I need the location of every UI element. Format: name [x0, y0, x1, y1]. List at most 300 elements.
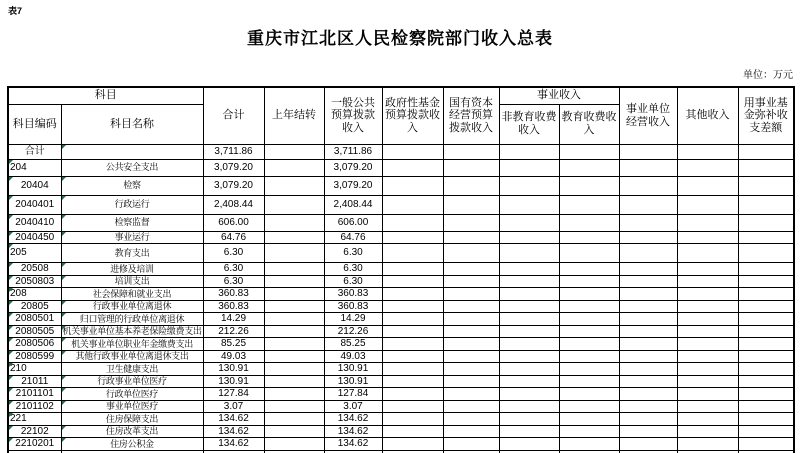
cell-non-edu-fee [499, 195, 559, 214]
cell-general-budget: 3,711.86 [324, 144, 382, 159]
cell-fund-balance [738, 363, 794, 376]
cell-carryover [264, 400, 324, 413]
cell-name: 培训支出 [61, 275, 203, 288]
cell-operating [619, 288, 677, 301]
cell-name: 检察 [61, 176, 203, 195]
cell-general-budget: 134.62 [324, 438, 382, 451]
cell-general-budget: 6.30 [324, 275, 382, 288]
cell-operating [619, 195, 677, 214]
cell-name [61, 144, 203, 159]
cell-gov-fund [382, 144, 443, 159]
cell-gov-fund [382, 214, 443, 231]
cell-other [677, 400, 738, 413]
cell-general-budget: 6.30 [324, 263, 382, 276]
cell-edu-fee [559, 275, 619, 288]
table-row [8, 413, 794, 426]
cell-code: 2080501 [8, 313, 61, 326]
cell-operating [619, 338, 677, 351]
cell-state-capital [443, 313, 499, 326]
cell-non-edu-fee [499, 363, 559, 376]
cell-total: 6.30 [203, 275, 264, 288]
cell-other [677, 438, 738, 451]
cell-edu-fee [559, 263, 619, 276]
cell-other [677, 275, 738, 288]
cell-name: 事业单位医疗 [61, 400, 203, 413]
cell-name: 住房保障支出 [61, 413, 203, 426]
cell-name: 社会保障和就业支出 [61, 288, 203, 301]
cell-fund-balance [738, 263, 794, 276]
cell-non-edu-fee [499, 313, 559, 326]
cell-total: 3,079.20 [203, 159, 264, 176]
table-row [8, 275, 794, 288]
cell-operating [619, 231, 677, 244]
cell-general-budget: 127.84 [324, 388, 382, 401]
table-row [8, 214, 794, 231]
header-subject-code: 科目编码 [8, 104, 61, 144]
cell-name: 行政运行 [61, 195, 203, 214]
cell-name: 卫生健康支出 [61, 363, 203, 376]
cell-gov-fund [382, 244, 443, 263]
cell-state-capital [443, 263, 499, 276]
cell-code: 2040401 [8, 195, 61, 214]
cell-general-budget: 360.83 [324, 288, 382, 301]
cell-general-budget: 134.62 [324, 413, 382, 426]
cell-non-edu-fee [499, 214, 559, 231]
cell-code: 2040410 [8, 214, 61, 231]
cell-fund-balance [738, 300, 794, 313]
cell-name: 进修及培训 [61, 263, 203, 276]
cell-carryover [264, 325, 324, 338]
cell-non-edu-fee [499, 288, 559, 301]
cell-edu-fee [559, 413, 619, 426]
cell-other [677, 363, 738, 376]
page-title: 重庆市江北区人民检察院部门收入总表 [247, 29, 553, 48]
cell-operating [619, 375, 677, 388]
cell-code: 221 [8, 413, 61, 426]
cell-total: 130.91 [203, 363, 264, 376]
cell-code: 204 [8, 159, 61, 176]
cell-state-capital [443, 159, 499, 176]
cell-other [677, 375, 738, 388]
cell-gov-fund [382, 275, 443, 288]
table-row [8, 288, 794, 301]
cell-code: 20404 [8, 176, 61, 195]
cell-operating [619, 425, 677, 438]
cell-total: 360.83 [203, 288, 264, 301]
cell-carryover [264, 214, 324, 231]
cell-operating [619, 214, 677, 231]
cell-state-capital [443, 300, 499, 313]
cell-code: 合计 [8, 144, 61, 159]
cell-other [677, 300, 738, 313]
cell-total: 127.84 [203, 388, 264, 401]
cell-code: 2210201 [8, 438, 61, 451]
cell-non-edu-fee [499, 338, 559, 351]
cell-name: 教育支出 [61, 244, 203, 263]
cell-gov-fund [382, 413, 443, 426]
cell-operating [619, 388, 677, 401]
cell-carryover [264, 350, 324, 363]
cell-code: 208 [8, 288, 61, 301]
table-row [8, 263, 794, 276]
cell-fund-balance [738, 288, 794, 301]
cell-edu-fee [559, 144, 619, 159]
cell-code: 2040450 [8, 231, 61, 244]
table-row [8, 244, 794, 263]
cell-non-edu-fee [499, 388, 559, 401]
cell-state-capital [443, 144, 499, 159]
header-education-fee-income: 教育收费收入 [559, 104, 619, 144]
cell-code: 210 [8, 363, 61, 376]
cell-operating [619, 176, 677, 195]
cell-code: 2080505 [8, 325, 61, 338]
cell-carryover [264, 425, 324, 438]
cell-carryover [264, 288, 324, 301]
table-row [8, 400, 794, 413]
cell-carryover [264, 231, 324, 244]
header-subject-name: 科目名称 [61, 104, 203, 144]
cell-fund-balance [738, 144, 794, 159]
cell-fund-balance [738, 176, 794, 195]
cell-code: 22102 [8, 425, 61, 438]
header-gov-fund-budget-income: 政府性基金预算拨款收入 [382, 87, 443, 144]
header-total: 合计 [203, 87, 264, 144]
header-general-public-budget-income: 一般公共预算拨款收入 [324, 87, 382, 144]
cell-state-capital [443, 375, 499, 388]
cell-other [677, 325, 738, 338]
cell-carryover [264, 263, 324, 276]
cell-state-capital [443, 338, 499, 351]
income-summary-table [7, 86, 795, 453]
cell-total: 6.30 [203, 263, 264, 276]
cell-total: 3,711.86 [203, 144, 264, 159]
cell-edu-fee [559, 363, 619, 376]
cell-general-budget: 130.91 [324, 363, 382, 376]
cell-name: 事业运行 [61, 231, 203, 244]
cell-other [677, 176, 738, 195]
cell-carryover [264, 375, 324, 388]
cell-edu-fee [559, 195, 619, 214]
cell-total: 134.62 [203, 425, 264, 438]
cell-code: 2101101 [8, 388, 61, 401]
cell-non-edu-fee [499, 300, 559, 313]
cell-gov-fund [382, 195, 443, 214]
cell-gov-fund [382, 375, 443, 388]
header-non-education-fee-income: 非教育收费收入 [499, 104, 559, 144]
cell-other [677, 338, 738, 351]
cell-edu-fee [559, 214, 619, 231]
header-subject: 科目 [8, 87, 203, 104]
cell-name: 归口管理的行政单位离退休 [61, 313, 203, 326]
cell-carryover [264, 144, 324, 159]
cell-name: 行政单位医疗 [61, 388, 203, 401]
table-row [8, 176, 794, 195]
cell-carryover [264, 363, 324, 376]
cell-code: 2080599 [8, 350, 61, 363]
cell-state-capital [443, 363, 499, 376]
table-row [8, 313, 794, 326]
cell-other [677, 159, 738, 176]
cell-gov-fund [382, 300, 443, 313]
cell-general-budget: 3.07 [324, 400, 382, 413]
cell-state-capital [443, 275, 499, 288]
cell-edu-fee [559, 338, 619, 351]
cell-operating [619, 300, 677, 313]
cell-other [677, 244, 738, 263]
table-row [8, 425, 794, 438]
cell-carryover [264, 300, 324, 313]
cell-carryover [264, 244, 324, 263]
cell-general-budget: 14.29 [324, 313, 382, 326]
cell-general-budget: 360.83 [324, 300, 382, 313]
cell-edu-fee [559, 244, 619, 263]
cell-carryover [264, 275, 324, 288]
cell-fund-balance [738, 214, 794, 231]
cell-total: 3.07 [203, 400, 264, 413]
unit-note: 单位：万元 [743, 70, 793, 81]
cell-gov-fund [382, 313, 443, 326]
cell-general-budget: 606.00 [324, 214, 382, 231]
cell-non-edu-fee [499, 159, 559, 176]
cell-non-edu-fee [499, 231, 559, 244]
cell-other [677, 388, 738, 401]
cell-non-edu-fee [499, 176, 559, 195]
cell-edu-fee [559, 425, 619, 438]
cell-state-capital [443, 350, 499, 363]
cell-state-capital [443, 214, 499, 231]
cell-other [677, 263, 738, 276]
cell-carryover [264, 438, 324, 451]
cell-name: 机关事业单位职业年金缴费支出 [61, 338, 203, 351]
cell-carryover [264, 195, 324, 214]
cell-operating [619, 350, 677, 363]
cell-general-budget: 64.76 [324, 231, 382, 244]
cell-state-capital [443, 388, 499, 401]
cell-state-capital [443, 325, 499, 338]
cell-name: 住房公积金 [61, 438, 203, 451]
cell-code: 2101102 [8, 400, 61, 413]
cell-state-capital [443, 413, 499, 426]
cell-general-budget: 49.03 [324, 350, 382, 363]
cell-gov-fund [382, 231, 443, 244]
header-fund-offset-balance: 用事业基金弥补收支差额 [738, 87, 794, 144]
cell-other [677, 350, 738, 363]
table-row [8, 159, 794, 176]
cell-edu-fee [559, 300, 619, 313]
cell-non-edu-fee [499, 350, 559, 363]
cell-state-capital [443, 425, 499, 438]
cell-state-capital [443, 231, 499, 244]
cell-fund-balance [738, 275, 794, 288]
cell-gov-fund [382, 338, 443, 351]
header-business-income: 事业收入 [499, 87, 619, 104]
cell-fund-balance [738, 313, 794, 326]
cell-gov-fund [382, 388, 443, 401]
table-row [8, 144, 794, 159]
cell-gov-fund [382, 400, 443, 413]
cell-edu-fee [559, 288, 619, 301]
cell-other [677, 313, 738, 326]
table-row [8, 438, 794, 451]
table-row [8, 195, 794, 214]
cell-state-capital [443, 438, 499, 451]
cell-operating [619, 244, 677, 263]
cell-general-budget: 134.62 [324, 425, 382, 438]
cell-total: 134.62 [203, 438, 264, 451]
cell-edu-fee [559, 438, 619, 451]
cell-fund-balance [738, 388, 794, 401]
cell-non-edu-fee [499, 144, 559, 159]
cell-edu-fee [559, 159, 619, 176]
cell-edu-fee [559, 313, 619, 326]
cell-state-capital [443, 288, 499, 301]
cell-code: 20508 [8, 263, 61, 276]
cell-gov-fund [382, 350, 443, 363]
cell-non-edu-fee [499, 325, 559, 338]
table-row [8, 231, 794, 244]
table-row [8, 388, 794, 401]
cell-name: 公共安全支出 [61, 159, 203, 176]
cell-carryover [264, 388, 324, 401]
cell-edu-fee [559, 325, 619, 338]
cell-edu-fee [559, 400, 619, 413]
cell-edu-fee [559, 176, 619, 195]
cell-general-budget: 2,408.44 [324, 195, 382, 214]
cell-operating [619, 313, 677, 326]
cell-total: 134.62 [203, 413, 264, 426]
cell-operating [619, 438, 677, 451]
cell-fund-balance [738, 413, 794, 426]
cell-edu-fee [559, 375, 619, 388]
header-prior-year-carryover: 上年结转 [264, 87, 324, 144]
cell-total: 14.29 [203, 313, 264, 326]
cell-operating [619, 363, 677, 376]
header-business-unit-operating-income: 事业单位经营收入 [619, 87, 677, 144]
cell-total: 606.00 [203, 214, 264, 231]
cell-name: 行政事业单位医疗 [61, 375, 203, 388]
cell-state-capital [443, 195, 499, 214]
cell-code: 205 [8, 244, 61, 263]
cell-fund-balance [738, 350, 794, 363]
cell-fund-balance [738, 325, 794, 338]
cell-gov-fund [382, 263, 443, 276]
cell-total: 85.25 [203, 338, 264, 351]
cell-non-edu-fee [499, 425, 559, 438]
cell-fund-balance [738, 195, 794, 214]
cell-operating [619, 413, 677, 426]
cell-non-edu-fee [499, 263, 559, 276]
cell-edu-fee [559, 231, 619, 244]
cell-other [677, 425, 738, 438]
cell-fund-balance [738, 425, 794, 438]
table-row [8, 300, 794, 313]
cell-fund-balance [738, 231, 794, 244]
cell-gov-fund [382, 159, 443, 176]
table-row [8, 375, 794, 388]
cell-gov-fund [382, 425, 443, 438]
cell-operating [619, 325, 677, 338]
cell-total: 49.03 [203, 350, 264, 363]
cell-operating [619, 144, 677, 159]
cell-total: 2,408.44 [203, 195, 264, 214]
cell-general-budget: 212.26 [324, 325, 382, 338]
cell-edu-fee [559, 350, 619, 363]
cell-total: 3,079.20 [203, 176, 264, 195]
cell-operating [619, 400, 677, 413]
cell-total: 360.83 [203, 300, 264, 313]
cell-carryover [264, 338, 324, 351]
cell-other [677, 195, 738, 214]
cell-code: 2050803 [8, 275, 61, 288]
cell-state-capital [443, 244, 499, 263]
cell-gov-fund [382, 325, 443, 338]
cell-code: 20805 [8, 300, 61, 313]
header-state-capital-budget-income: 国有资本经营预算拨款收入 [443, 87, 499, 144]
cell-other [677, 144, 738, 159]
cell-general-budget: 3,079.20 [324, 176, 382, 195]
cell-state-capital [443, 176, 499, 195]
cell-other [677, 214, 738, 231]
cell-non-edu-fee [499, 275, 559, 288]
cell-operating [619, 159, 677, 176]
cell-non-edu-fee [499, 375, 559, 388]
cell-carryover [264, 413, 324, 426]
cell-name: 机关事业单位基本养老保险缴费支出 [62, 326, 202, 337]
cell-state-capital [443, 400, 499, 413]
cell-non-edu-fee [499, 244, 559, 263]
cell-non-edu-fee [499, 413, 559, 426]
table-row [8, 363, 794, 376]
cell-name: 检察监督 [61, 214, 203, 231]
cell-edu-fee [559, 388, 619, 401]
cell-fund-balance [738, 244, 794, 263]
cell-general-budget: 6.30 [324, 244, 382, 263]
cell-name: 行政事业单位离退休 [61, 300, 203, 313]
cell-carryover [264, 313, 324, 326]
cell-gov-fund [382, 438, 443, 451]
cell-non-edu-fee [499, 438, 559, 451]
cell-operating [619, 275, 677, 288]
table-row [8, 350, 794, 363]
table-row [8, 325, 794, 338]
cell-code: 2080506 [8, 338, 61, 351]
cell-other [677, 231, 738, 244]
cell-general-budget: 130.91 [324, 375, 382, 388]
cell-total: 212.26 [203, 325, 264, 338]
cell-fund-balance [738, 338, 794, 351]
cell-general-budget: 3,079.20 [324, 159, 382, 176]
cell-total: 130.91 [203, 375, 264, 388]
table-body [8, 144, 794, 453]
cell-carryover [264, 159, 324, 176]
header-other-income: 其他收入 [677, 87, 738, 144]
cell-general-budget: 85.25 [324, 338, 382, 351]
table-row [8, 338, 794, 351]
sheet-label: 表7 [8, 6, 23, 16]
cell-other [677, 288, 738, 301]
cell-fund-balance [738, 159, 794, 176]
cell-fund-balance [738, 375, 794, 388]
cell-total: 6.30 [203, 244, 264, 263]
cell-gov-fund [382, 363, 443, 376]
cell-gov-fund [382, 176, 443, 195]
cell-fund-balance [738, 400, 794, 413]
cell-operating [619, 263, 677, 276]
cell-name: 住房改革支出 [61, 425, 203, 438]
cell-fund-balance [738, 438, 794, 451]
cell-non-edu-fee [499, 400, 559, 413]
cell-name: 其他行政事业单位离退休支出 [61, 350, 203, 363]
